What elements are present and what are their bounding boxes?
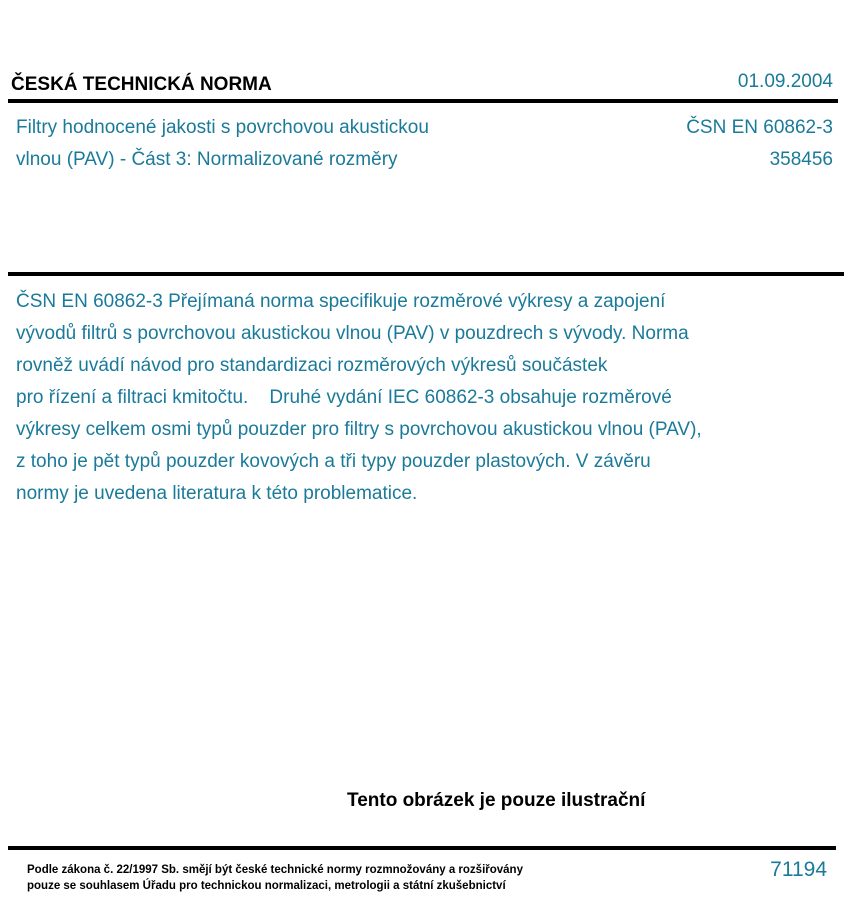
standard-title-line: Filtry hodnocené jakosti s povrchovou akustickou: [16, 117, 429, 138]
standard-designation: ČSN EN 60862-3: [686, 117, 833, 138]
legal-notice-line: Podle zákona č. 22/1997 Sb. smějí být české technické normy rozmnožovány a rozšiřovány: [27, 864, 523, 876]
abstract-text: [16, 286, 816, 510]
document-type-heading: ČESKÁ TECHNICKÁ NORMA: [11, 74, 272, 95]
header-divider: [8, 99, 838, 103]
abstract-line: pro řízení a filtraci kmitočtu. Druhé vydání IEC 60862-3 obsahuje rozměrové: [16, 387, 672, 408]
catalog-number: 71194: [770, 858, 827, 881]
standard-identifiers: [686, 112, 833, 176]
standard-title: [16, 112, 576, 176]
section-divider: [8, 272, 844, 276]
publication-date: 01.09.2004: [737, 71, 833, 92]
legal-notice-line: pouze se souhlasem Úřadu pro technickou normalizaci, metrologii a státní zkušebnictví: [27, 880, 506, 892]
footer-divider: [8, 846, 836, 850]
standard-class-code: 358456: [769, 149, 833, 170]
illustration-notice: Tento obrázek je pouze ilustrační: [347, 790, 646, 811]
abstract-line: ČSN EN 60862-3 Přejímaná norma specifikuje rozměrové výkresy a zapojení: [16, 291, 666, 312]
abstract-line: z toho je pět typů pouzder kovových a tři typy pouzder plastových. V závěru: [16, 451, 651, 472]
legal-notice: [27, 862, 523, 894]
abstract-line: výkresy celkem osmi typů pouzder pro filtry s povrchovou akustickou vlnou (PAV),: [16, 419, 702, 440]
abstract-line: normy je uvedena literatura k této problematice.: [16, 483, 418, 504]
abstract-line: rovněž uvádí návod pro standardizaci rozměrových výkresů součástek: [16, 355, 608, 376]
abstract-line: vývodů filtrů s povrchovou akustickou vlnou (PAV) v pouzdrech s vývody. Norma: [16, 323, 689, 344]
standard-title-line: vlnou (PAV) - Část 3: Normalizované rozměry: [16, 149, 398, 170]
